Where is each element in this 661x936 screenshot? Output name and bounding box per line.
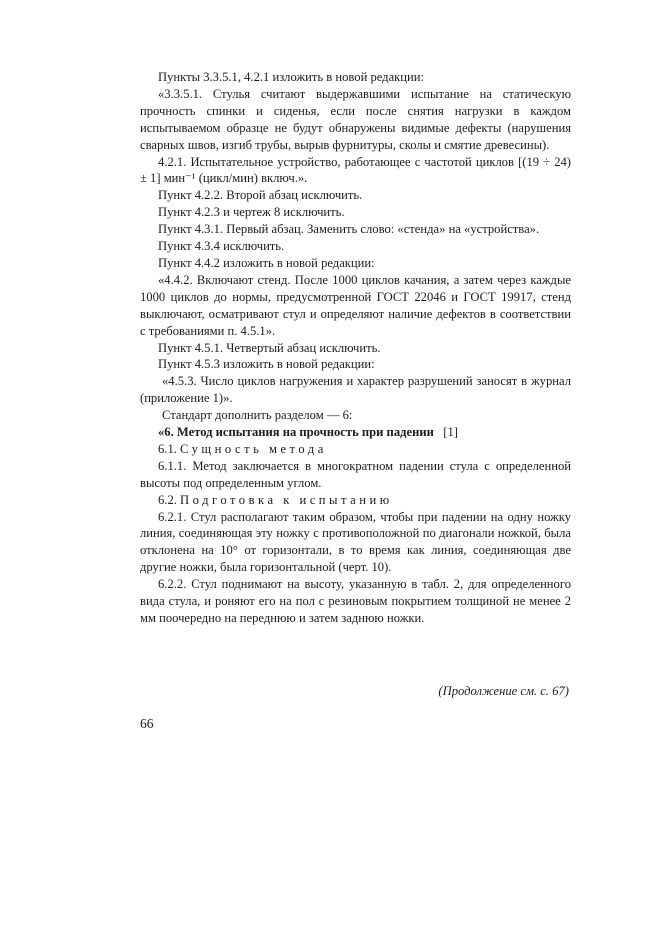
section-6-title: 6. Метод испытания на прочность при падении (164, 425, 434, 440)
section-6-1-title: Сущность метода (180, 441, 327, 456)
paragraph-4-5-3: «4.5.3. Число циклов нагружения и характер разрушений заносят в журнал (приложение 1)». (140, 374, 571, 406)
page-number: 66 (140, 716, 154, 731)
paragraph-6-2-2: 6.2.2. Стул поднимают на высоту, указанную в табл. 2, для определенного вида стула, и роняют его на пол с резиновым покрытием толщиной не менее 2 мм поочередно на переднюю и затем заднюю ножки. (140, 577, 571, 625)
paragraph-4-3-1: Пункт 4.3.1. Первый абзац. Заменить слово: «стенда» на «устройства». (158, 222, 540, 237)
paragraph-add-section: Стандарт дополнить разделом — 6: (162, 408, 353, 423)
section-6-1-number: 6.1. (158, 441, 177, 456)
paragraph-4-2-1: 4.2.1. Испытательное устройство, работающее с частотой циклов [(19 ÷ 24) ± 1] мин⁻¹ (цикл/мин) включ.». (140, 154, 571, 186)
paragraph-6-2-1: 6.2.1. Стул располагают таким образом, чтобы при падении на одну ножку линия, соединяющая эту ножку с противоположной по диагонали ножкой, была отклонена на 10° от горизонтали, в то время как линия, соединяющая две другие ножки, была горизонтальной (черт. 10). (140, 509, 571, 575)
paragraph-4-3-4: Пункт 4.3.4 исключить. (158, 239, 285, 254)
paragraph-6-1-1: 6.1.1. Метод заключается в многократном падении стула с определенной высоты под определенным углом. (140, 458, 571, 490)
section-6-2-title: Подготовка к испытанию (180, 492, 393, 507)
continuation-note: (Продолжение см. с. 67) (438, 684, 569, 698)
paragraph-4-2-2: Пункт 4.2.2. Второй абзац исключить. (158, 188, 363, 203)
paragraph-intro: Пункты 3.3.5.1, 4.2.1 изложить в новой редакции: (158, 70, 425, 84)
section-6-2-heading (140, 492, 571, 509)
section-6-2-number: 6.2. (158, 492, 177, 507)
paragraph-4-4-2: «4.4.2. Включают стенд. После 1000 циклов качания, а затем через каждые 1000 циклов до нормы, предусмотренной ГОСТ 22046 и ГОСТ 19917, стенд выключают, осматривают стул и определяют наличие дефектов в соответствии с требованиями п. 4.5.1». (140, 272, 571, 338)
paragraph-4-2-3: Пункт 4.2.3 и чертеж 8 исключить. (158, 205, 345, 220)
main-text (140, 69, 571, 627)
paragraph-4-4-2-intro: Пункт 4.4.2 изложить в новой редакции: (158, 255, 375, 270)
paragraph-4-5-3-intro: Пункт 4.5.3 изложить в новой редакции: (158, 357, 375, 372)
section-6-1-heading (140, 441, 571, 458)
section-6-heading (140, 424, 571, 441)
section-6-ref: [1] (443, 425, 458, 440)
paragraph-3-3-5-1: «3.3.5.1. Стулья считают выдержавшими испытание на статическую прочность спинки и сиденья, если после снятия нагрузки в каждом испытываемом образце не будут обнаружены видимые дефекты (нарушения сварных швов, изгиб трубы, вырыв фурнитуры, сколы и смятие древесины). (140, 86, 571, 152)
paragraph-4-5-1: Пункт 4.5.1. Четвертый абзац исключить. (158, 340, 381, 355)
section-6-quote: « (158, 425, 165, 440)
